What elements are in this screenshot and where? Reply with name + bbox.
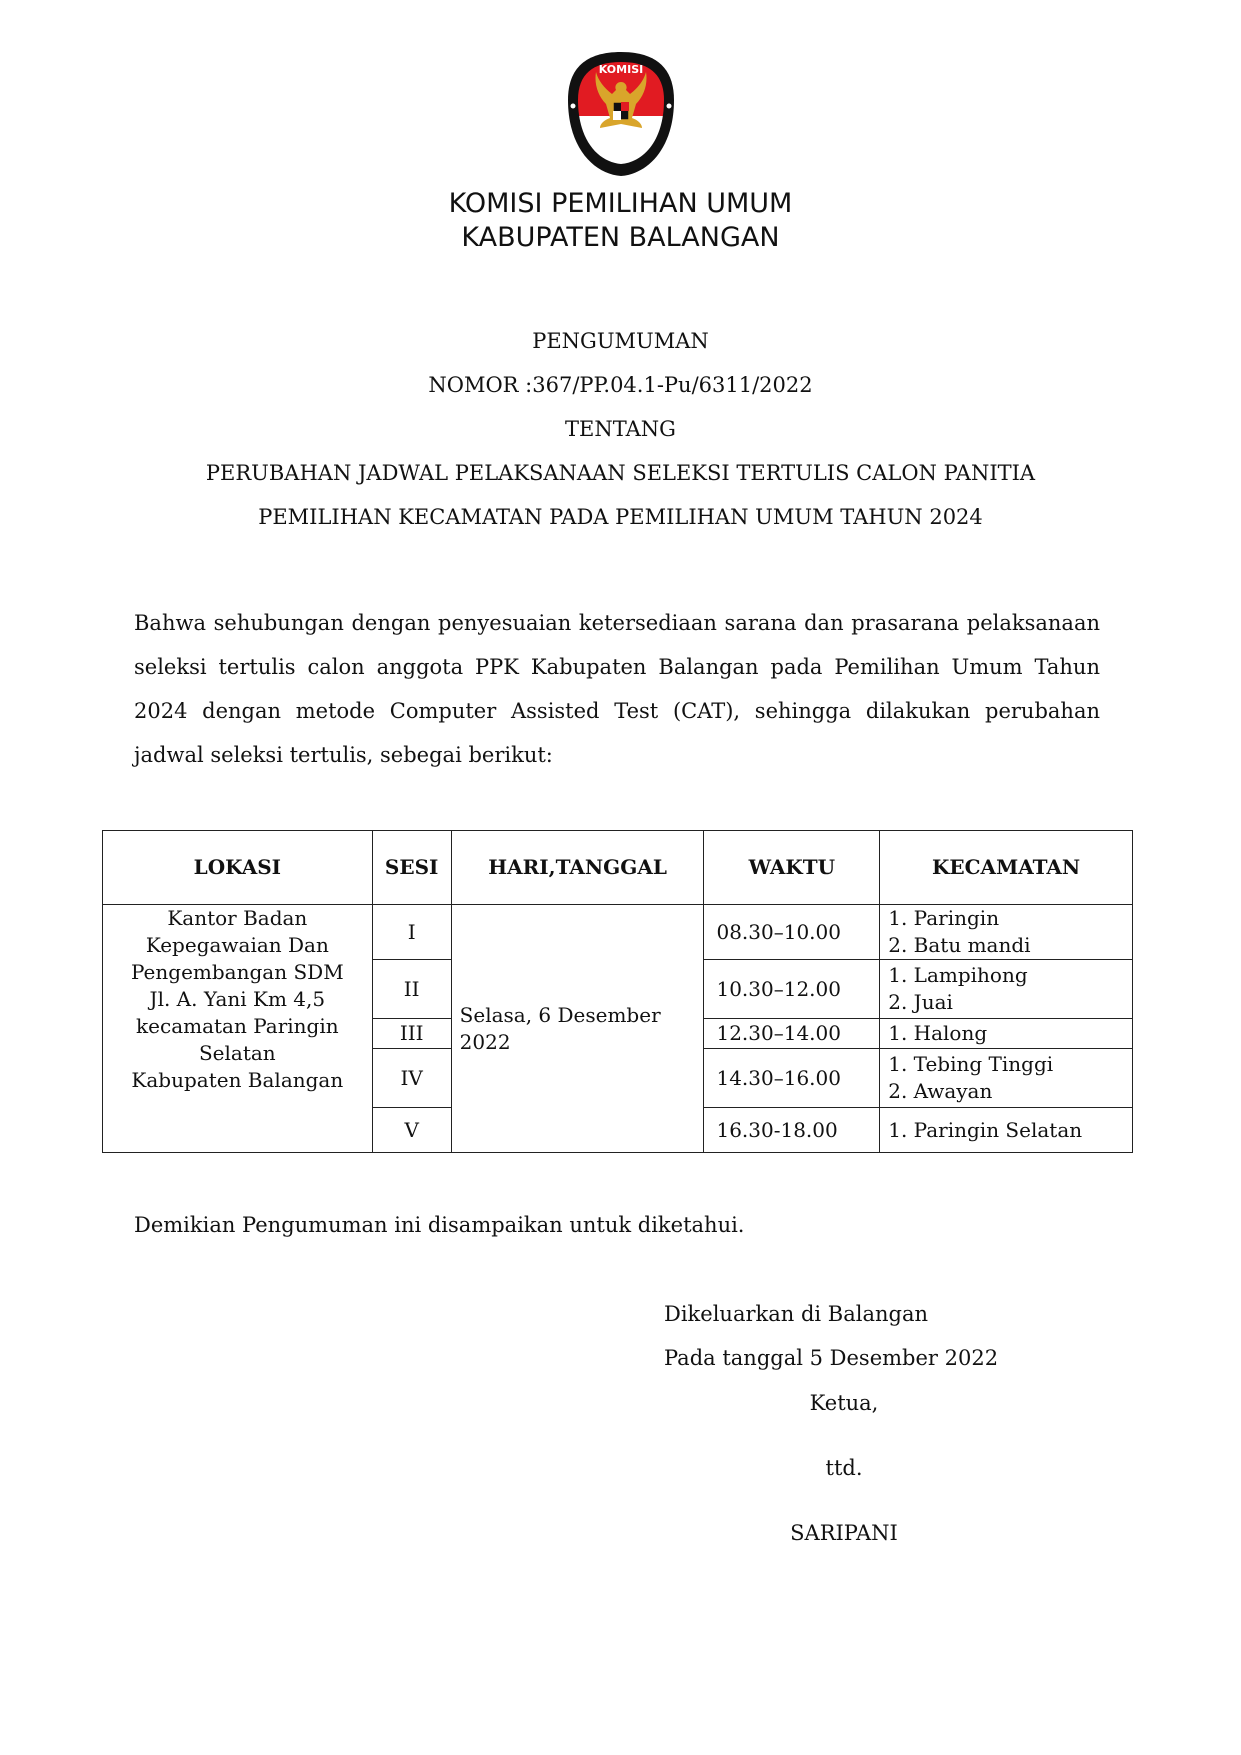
time-cell: 12.30–14.00 (704, 1019, 880, 1049)
time-cell: 10.30–12.00 (704, 960, 880, 1019)
schedule-table (102, 830, 1133, 1153)
logo-top-text: KOMISI (598, 63, 644, 76)
time-cell: 16.30-18.00 (704, 1108, 880, 1153)
location-line: Jl. A. Yani Km 4,5 (149, 987, 326, 1011)
district-item: 1. Halong (888, 1021, 988, 1045)
district-cell (880, 905, 1133, 960)
district-item: 2. Awayan (888, 1079, 993, 1103)
session-cell: V (372, 1108, 451, 1153)
location-line: Pengembangan SDM (131, 960, 344, 984)
date-line: 2022 (459, 1029, 511, 1054)
date-cell (451, 905, 704, 1153)
district-cell (880, 1019, 1133, 1049)
announcement-about: TENTANG (565, 417, 676, 441)
district-item: 2. Batu mandi (888, 933, 1031, 957)
signed-mark: ttd. (825, 1456, 863, 1480)
announcement-number: NOMOR :367/PP.04.1-Pu/6311/2022 (428, 373, 813, 397)
header-waktu: WAKTU (704, 831, 880, 905)
district-cell (880, 960, 1133, 1019)
location-line: Kabupaten Balangan (131, 1068, 344, 1092)
announcement-subject-1: PERUBAHAN JADWAL PELAKSANAAN SELEKSI TERTULIS CALON PANITIA (205, 461, 1036, 485)
district-item: 1. Paringin (888, 906, 1000, 930)
session-cell: I (372, 905, 451, 960)
district-item: 1. Lampihong (888, 963, 1028, 987)
district-cell (880, 1108, 1133, 1153)
org-name: KOMISI PEMILIHAN UMUM (448, 188, 793, 219)
signatory-name: SARIPANI (790, 1521, 898, 1545)
header-lokasi: LOKASI (103, 831, 373, 905)
issued-place: Dikeluarkan di Balangan (664, 1302, 928, 1326)
district-cell (880, 1049, 1133, 1108)
location-line: Kepegawaian Dan (145, 933, 329, 957)
kpu-logo (564, 50, 678, 178)
signatory-role: Ketua, (809, 1391, 879, 1415)
session-cell: II (372, 960, 451, 1019)
announcement-title: PENGUMUMAN (532, 329, 709, 353)
date-line: Selasa, 6 Desember (459, 1002, 661, 1027)
location-line: Kantor Badan (167, 906, 308, 930)
org-region: KABUPATEN BALANGAN (461, 222, 780, 253)
header-hari-tanggal: HARI,TANGGAL (451, 831, 704, 905)
location-line: Selatan (198, 1041, 276, 1065)
body-paragraph: Bahwa sehubungan dengan penyesuaian ketersediaan sarana dan prasarana pelaksanaan seleksi tertulis calon anggota PPK Kabupaten Balangan pada Pemilihan Umum Tahun 2024 dengan metode Computer Assisted Test (CAT), sehingga dilakukan perubahan jadwal seleksi tertulis, sebegai berikut: (134, 611, 1100, 767)
announcement-subject-2: PEMILIHAN KECAMATAN PADA PEMILIHAN UMUM TAHUN 2024 (258, 505, 983, 529)
table-header-row (103, 831, 1133, 905)
session-cell: III (372, 1019, 451, 1049)
header-kecamatan: KECAMATAN (880, 831, 1133, 905)
header-sesi: SESI (372, 831, 451, 905)
district-item: 1. Paringin Selatan (888, 1117, 1083, 1142)
time-cell: 14.30–16.00 (704, 1049, 880, 1108)
closing-text: Demikian Pengumuman ini disampaikan untuk diketahui. (134, 1213, 745, 1237)
district-item: 2. Juai (888, 990, 953, 1014)
session-cell: IV (372, 1049, 451, 1108)
table-row (103, 905, 1133, 960)
issued-date: Pada tanggal 5 Desember 2022 (664, 1346, 999, 1370)
location-cell (103, 905, 373, 1153)
location-line: kecamatan Paringin (136, 1014, 339, 1038)
district-item: 1. Tebing Tinggi (888, 1052, 1054, 1076)
time-cell: 08.30–10.00 (704, 905, 880, 960)
